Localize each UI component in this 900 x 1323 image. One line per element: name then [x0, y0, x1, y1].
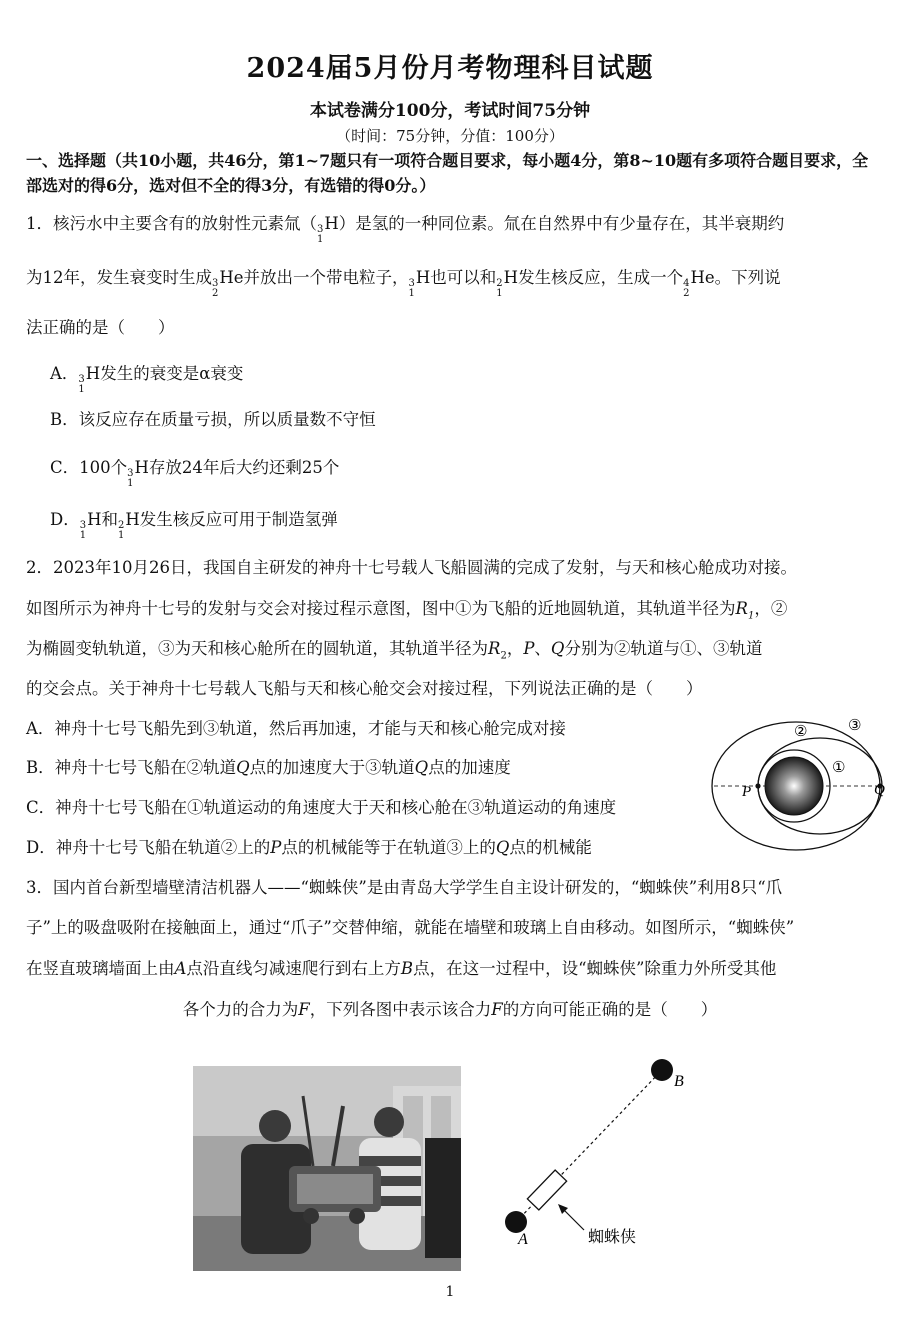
q2-option-a[interactable]: A．神舟十七号飞船先到③轨道，然后再加速，才能与天和核心舱完成对接: [26, 719, 566, 738]
time-score-info: （时间：75分钟，分值：100分）: [336, 127, 564, 145]
orbit-1-label: ①: [832, 758, 846, 776]
isotope-he4: 4 2 He: [683, 268, 715, 299]
robot-box-icon: [527, 1170, 566, 1210]
isotope-h3: 3 1 H: [317, 214, 339, 245]
q2-line4: 的交会点。关于神舟十七号载人飞船与天和核心舱交会对接过程，下列说法正确的是（ ）: [26, 679, 703, 698]
robot-label: 蜘蛛侠: [588, 1227, 637, 1246]
page-subtitle: 本试卷满分100分，考试时间75分钟: [309, 101, 591, 121]
q2-option-c[interactable]: C．神舟十七号飞船在①轨道运动的角速度大于天和核心舱在③轨道运动的角速度: [26, 798, 617, 817]
q1-option-a[interactable]: A． 3 1 H发生的衰变是α衰变: [50, 364, 244, 395]
q3-line4: 各个力的合力为F，下列各图中表示该合力F的方向可能正确的是（ ）: [182, 1000, 718, 1019]
q2-line2: 如图所示为神舟十七号的发射与交会对接过程示意图，图中①为飞船的近地圆轨道，其轨道半径为$R_1$，②: [26, 599, 788, 622]
spiderman-path-diagram: [490, 1050, 710, 1255]
point-a-label: A: [518, 1231, 528, 1248]
isotope-h3: 3 1 H: [408, 268, 431, 299]
q1-option-d[interactable]: D． 3 1 H和 2 1 H发生核反应可用于制造氢弹: [50, 510, 338, 541]
section-heading: 一、选择题（共10小题，共46分，第1~7题只有一项符合题目要求，每小题4分，第8~10题有多项符合题目要求，全部选对的得6分，选对但不全的得3分，有选错的得0分。）: [26, 151, 869, 195]
orbit-3-label: ③: [848, 716, 862, 734]
isotope-he3: 3 2 He: [212, 268, 244, 299]
point-q-label: Q: [874, 782, 885, 798]
point-a-dot: [505, 1211, 527, 1233]
point-b-label: B: [674, 1073, 684, 1090]
robot-photo-illustration: [193, 1066, 461, 1271]
point-p-dot: [755, 783, 760, 788]
earth-icon: [765, 757, 823, 815]
point-b-dot: [651, 1059, 673, 1081]
q2-option-d[interactable]: D．神舟十七号飞船在轨道②上的P点的机械能等于在轨道③上的Q点的机械能: [26, 838, 592, 857]
isotope-h2: 2 1 H: [496, 268, 519, 299]
robot-photo: [193, 1066, 461, 1271]
q3-line3: 在竖直玻璃墙面上由A点沿直线匀减速爬行到右上方B点，在这一过程中，设“蜘蛛侠”除重力外所受其他: [26, 959, 777, 978]
orbit-2-label: ②: [794, 722, 808, 740]
q1-option-c[interactable]: C．100个 3 1 H存放24年后大约还剩25个: [50, 458, 340, 489]
q3-line2: 子”上的吸盘吸附在接触面上，通过“爪子”交替伸缩，就能在墙壁和玻璃上自由移动。如图所示，“蜘蛛侠”: [26, 918, 795, 937]
q1-line2: 为12年，发生衰变时生成 3 2 He并放出一个带电粒子， 3 1 H也可以和 2 1 H发生核反应，生成一个 4 2 He。下列说: [26, 268, 781, 299]
q1-line1: [26, 210, 784, 245]
q2-line3: 为椭圆变轨轨道，③为天和核心舱所在的圆轨道，其轨道半径为$R_2$，P、Q分别为②轨道与①、③轨道: [26, 639, 763, 662]
page-number: 1: [445, 1284, 455, 1300]
page-title: 2024届5月份月考物理科目试题: [246, 53, 654, 84]
q3-line1: 3．国内首台新型墙壁清洁机器人——“蜘蛛侠”是由青岛大学学生自主设计研发的，“蜘蛛侠”利用8只“爪: [26, 878, 783, 897]
q2-line1: 2．2023年10月26日，我国自主研发的神舟十七号载人飞船圆满的完成了发射，与天和核心舱成功对接。: [26, 558, 797, 577]
q2-option-b[interactable]: B．神舟十七号飞船在②轨道Q点的加速度大于③轨道Q点的加速度: [26, 758, 511, 777]
q1-option-b[interactable]: B．该反应存在质量亏损，所以质量数不守恒: [50, 410, 376, 429]
point-p-label: P: [742, 784, 752, 800]
q1-line3: 法正确的是（ ）: [26, 318, 175, 337]
q1-text: ）是氢的一种同位素。氚在自然界中有少量存在，其半衰期约: [338, 214, 785, 233]
orbit-diagram: [706, 708, 896, 858]
q1-text: 1．核污水中主要含有的放射性元素氚（: [26, 214, 317, 233]
